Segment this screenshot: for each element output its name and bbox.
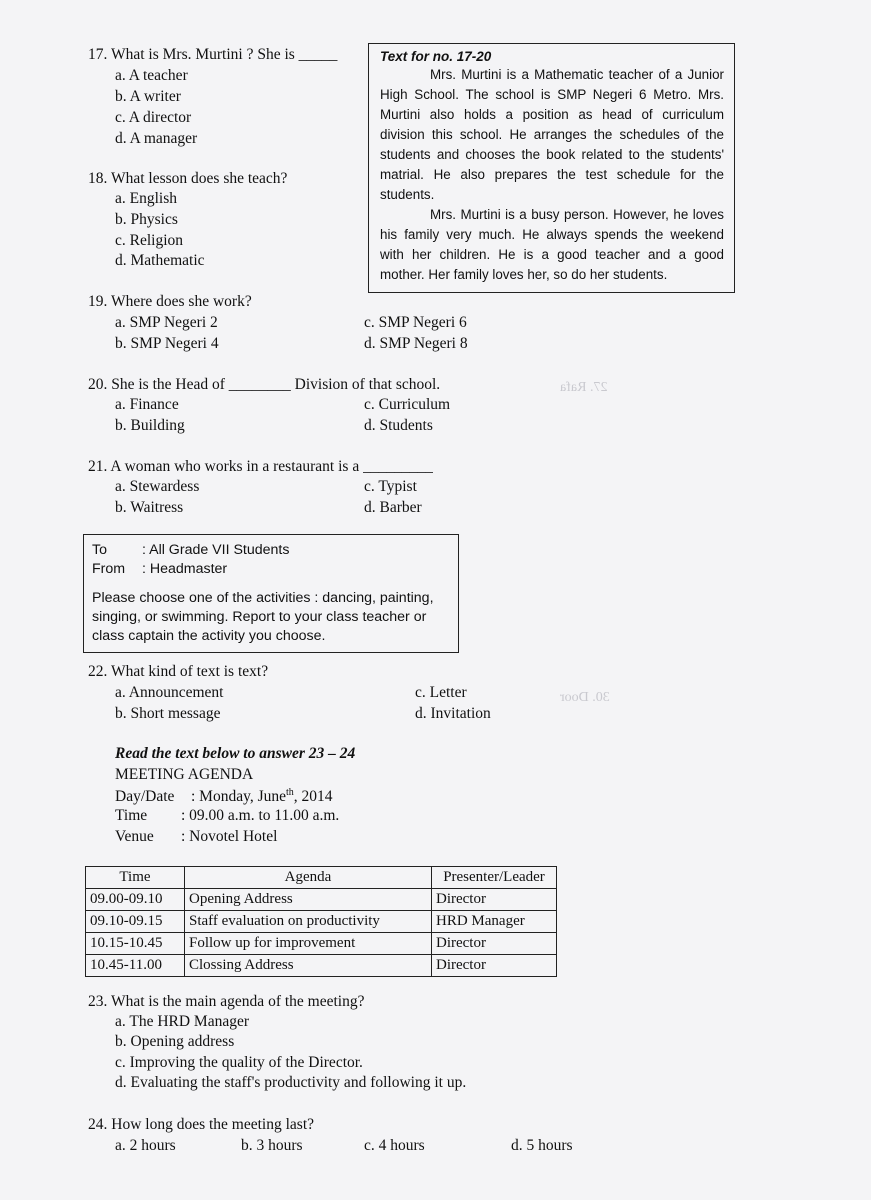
header-presenter: Presenter/Leader	[432, 867, 557, 889]
bleed-through-text: 30. Door	[560, 690, 610, 705]
question-24: 24. How long does the meeting last?	[88, 1116, 314, 1133]
short-message-box	[83, 534, 459, 653]
table-row	[86, 933, 557, 955]
table-cell: Follow up for improvement	[185, 933, 432, 955]
time-value: : 09.00 a.m. to 11.00 a.m.	[181, 807, 340, 824]
bleed-through-text: 27. Rafa	[560, 380, 608, 395]
q17-option-d[interactable]: d. A manager	[115, 130, 198, 147]
header-agenda: Agenda	[185, 867, 432, 889]
q19-option-d[interactable]: d. SMP Negeri 8	[364, 335, 468, 352]
question-20: 20. She is the Head of ________ Division of that school.	[88, 376, 441, 393]
meeting-time-row	[115, 807, 339, 825]
q24-option-c[interactable]: c. 4 hours	[364, 1137, 425, 1154]
q21-option-c[interactable]: c. Typist	[364, 478, 417, 495]
question-22: 22. What kind of text is text?	[88, 663, 269, 680]
reading-text-box	[368, 43, 735, 293]
meeting-date-row	[115, 787, 333, 806]
reading-text-title: Text for no. 17-20	[380, 49, 492, 64]
table-cell: 09.00-09.10	[86, 889, 185, 911]
agenda-table-header-row	[86, 867, 557, 889]
memo-from-value: : Headmaster	[142, 561, 228, 577]
question-23: 23. What is the main agenda of the meeting?	[88, 993, 365, 1010]
reading-text-paragraph-1: Mrs. Murtini is a Mathematic teacher of a Junior High School. The school is SMP Negeri 6 Metro. Mrs. Murtini also holds a position as head of curriculum division this school. He arranges the schedules of the students and chooses the book related to the students' matrial. He also prepares the test schedule for the students.	[380, 67, 724, 202]
q23-option-a[interactable]: a. The HRD Manager	[115, 1013, 250, 1030]
table-cell: HRD Manager	[432, 911, 557, 933]
q22-option-c[interactable]: c. Letter	[415, 684, 467, 701]
meeting-venue-row	[115, 828, 277, 846]
q22-option-b[interactable]: b. Short message	[115, 705, 221, 722]
q18-option-c[interactable]: c. Religion	[115, 232, 184, 249]
q24-option-d[interactable]: d. 5 hours	[511, 1137, 573, 1154]
date-value: : Monday, June	[191, 788, 286, 806]
table-cell: Director	[432, 933, 557, 955]
agenda-table	[85, 866, 557, 977]
memo-to-label: To	[92, 542, 107, 558]
memo-body: Please choose one of the activities : dancing, painting, singing, or swimming. Report to your class teacher or class captain the activity you choose.	[92, 590, 434, 644]
header-time: Time	[86, 867, 185, 889]
q21-option-d[interactable]: d. Barber	[364, 499, 422, 516]
q24-option-b[interactable]: b. 3 hours	[241, 1137, 303, 1154]
q21-option-b[interactable]: b. Waitress	[115, 499, 184, 516]
table-cell: Clossing Address	[185, 955, 432, 977]
question-18: 18. What lesson does she teach?	[88, 170, 288, 187]
q18-option-d[interactable]: d. Mathematic	[115, 252, 205, 269]
table-cell: 09.10-09.15	[86, 911, 185, 933]
q23-option-d[interactable]: d. Evaluating the staff's productivity and following it up.	[115, 1074, 467, 1091]
table-cell: Director	[432, 955, 557, 977]
q20-option-c[interactable]: c. Curriculum	[364, 396, 451, 413]
table-row	[86, 911, 557, 933]
q24-option-a[interactable]: a. 2 hours	[115, 1137, 176, 1154]
instruction-23-24: Read the text below to answer 23 – 24	[115, 745, 356, 762]
venue-value: : Novotel Hotel	[181, 828, 278, 845]
q17-option-c[interactable]: c. A director	[115, 109, 192, 126]
date-label: Day/Date	[115, 788, 175, 806]
reading-text-paragraph-2: Mrs. Murtini is a busy person. However, he loves his family very much. He always spends the weekend with her children. He is a good teacher and a good mother. Her family loves her, so do her students.	[380, 207, 724, 282]
table-cell: Staff evaluation on productivity	[185, 911, 432, 933]
date-year: , 2014	[293, 788, 333, 806]
question-21: 21. A woman who works in a restaurant is a _________	[88, 458, 433, 475]
memo-to-value: : All Grade VII Students	[142, 542, 290, 558]
q19-option-c[interactable]: c. SMP Negeri 6	[364, 314, 467, 331]
table-row	[86, 889, 557, 911]
q22-option-a[interactable]: a. Announcement	[115, 684, 224, 701]
q22-option-d[interactable]: d. Invitation	[415, 705, 491, 722]
table-cell: Opening Address	[185, 889, 432, 911]
q20-option-d[interactable]: d. Students	[364, 417, 433, 434]
q20-option-a[interactable]: a. Finance	[115, 396, 179, 413]
question-19: 19. Where does she work?	[88, 293, 252, 310]
q17-option-b[interactable]: b. A writer	[115, 88, 181, 105]
q18-option-a[interactable]: a. English	[115, 190, 177, 207]
q17-option-a[interactable]: a. A teacher	[115, 67, 188, 84]
q18-option-b[interactable]: b. Physics	[115, 211, 178, 228]
q20-option-b[interactable]: b. Building	[115, 417, 185, 434]
date-superscript: th	[286, 787, 294, 798]
q19-option-a[interactable]: a. SMP Negeri 2	[115, 314, 218, 331]
table-cell: 10.15-10.45	[86, 933, 185, 955]
memo-from-label: From	[92, 561, 126, 577]
q23-option-b[interactable]: b. Opening address	[115, 1033, 235, 1050]
venue-label: Venue	[115, 828, 154, 845]
table-cell: 10.45-11.00	[86, 955, 185, 977]
table-cell: Director	[432, 889, 557, 911]
question-17: 17. What is Mrs. Murtini ? She is _____	[88, 46, 338, 63]
q23-option-c[interactable]: c. Improving the quality of the Director.	[115, 1054, 363, 1071]
q21-option-a[interactable]: a. Stewardess	[115, 478, 200, 495]
q19-option-b[interactable]: b. SMP Negeri 4	[115, 335, 219, 352]
time-label: Time	[115, 807, 148, 824]
table-row	[86, 955, 557, 977]
meeting-heading: MEETING AGENDA	[115, 766, 254, 783]
